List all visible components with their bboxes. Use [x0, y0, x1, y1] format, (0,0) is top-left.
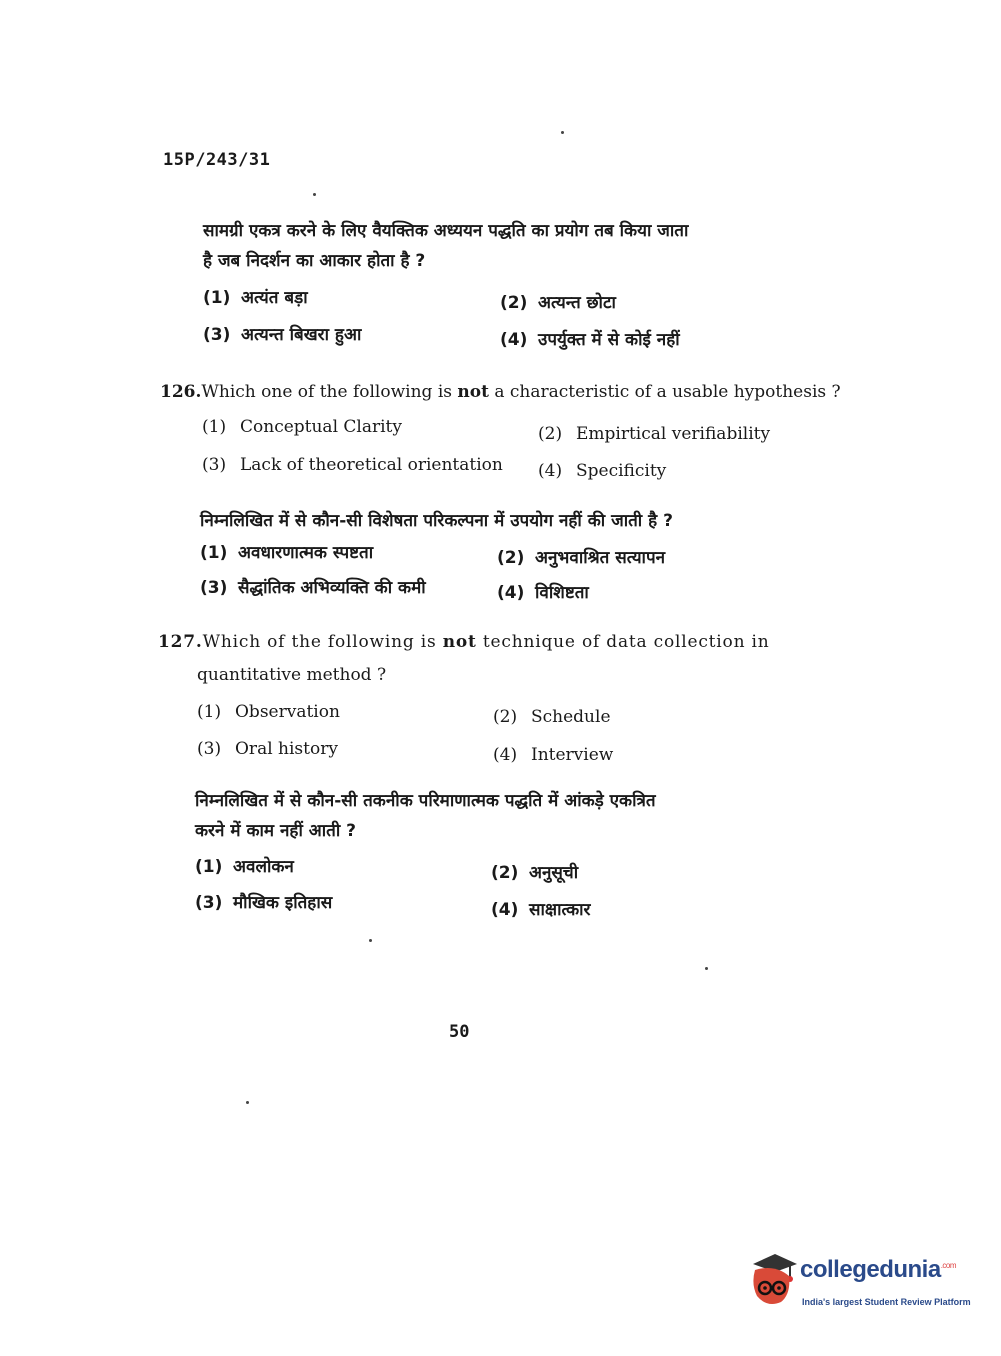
- q127-hindi-line2: करने में काम नहीं आती ?: [195, 821, 357, 841]
- q126-hindi-option-2: [497, 545, 665, 568]
- option-number: (1): [203, 288, 231, 308]
- option-text: अत्यंत बड़ा: [241, 288, 308, 308]
- q126-option-3: [202, 455, 503, 475]
- question-text: Which one of the following is: [201, 382, 458, 402]
- option-text: अनुसूची: [529, 863, 579, 883]
- logo-name: collegedunia: [800, 1256, 941, 1283]
- q126-hindi-question: निम्नलिखित में से कौन-सी विशेषता परिकल्पना में उपयोग नहीं की जाती है ?: [200, 511, 673, 531]
- q125-option-2: [500, 290, 616, 313]
- q125-option-3: [203, 322, 361, 345]
- q127-option-1: [197, 702, 340, 722]
- option-number: (4): [491, 900, 519, 920]
- option-number: (3): [203, 325, 231, 345]
- q127-hindi-option-1: [195, 854, 294, 877]
- q127-option-3: [197, 739, 338, 759]
- q126-option-2: [538, 424, 770, 444]
- q127-hindi-option-3: [195, 890, 332, 913]
- scan-speck: [313, 193, 316, 196]
- option-number: (2): [493, 707, 518, 727]
- option-number: (1): [195, 857, 223, 877]
- option-text: अत्यन्त छोटा: [538, 293, 616, 313]
- scan-speck: [561, 131, 564, 134]
- option-number: (3): [197, 739, 222, 759]
- q126-hindi-option-4: [497, 580, 589, 603]
- option-text: साक्षात्कार: [529, 900, 591, 920]
- option-text: सैद्धांतिक अभिव्यक्ति की कमी: [238, 578, 426, 598]
- q127-hindi-line1: निम्नलिखित में से कौन-सी तकनीक परिमाणात्मक पद्धति में आंकड़े एकत्रित: [195, 791, 656, 811]
- question-text: technique of data collection in: [476, 632, 770, 652]
- option-text: Lack of theoretical orientation: [240, 455, 503, 475]
- option-text: Schedule: [531, 707, 611, 727]
- option-text: अवधारणात्मक स्पष्टता: [238, 543, 374, 563]
- option-number: (4): [500, 330, 528, 350]
- logo-wordmark: [800, 1256, 956, 1284]
- q125-hindi-line2: है जब निदर्शन का आकार होता है ?: [203, 251, 426, 271]
- scan-speck: [705, 967, 708, 970]
- q127-question-line1: [158, 632, 770, 652]
- student-mascot-icon: [745, 1250, 801, 1312]
- option-number: (3): [200, 578, 228, 598]
- q126-option-4: [538, 461, 666, 481]
- option-number: (4): [493, 745, 518, 765]
- option-number: (2): [500, 293, 528, 313]
- question-number: 127.: [158, 632, 203, 652]
- option-number: (1): [197, 702, 222, 722]
- option-number: (3): [202, 455, 227, 475]
- scan-speck: [369, 939, 372, 942]
- q126-option-1: [202, 417, 402, 437]
- question-text: Which of the following is: [202, 632, 443, 652]
- option-number: (4): [538, 461, 563, 481]
- question-number: 126.: [160, 382, 202, 402]
- q127-hindi-option-4: [491, 897, 591, 920]
- option-number: (1): [202, 417, 227, 437]
- q126-hindi-option-1: [200, 540, 373, 563]
- q127-question-line2: quantitative method ?: [197, 665, 387, 685]
- option-text: उपर्युक्त में से कोई नहीं: [538, 330, 680, 350]
- option-text: Interview: [531, 745, 614, 765]
- q127-hindi-option-2: [491, 860, 578, 883]
- q125-option-4: [500, 327, 680, 350]
- option-text: Empirtical verifiability: [576, 424, 771, 444]
- option-text: Oral history: [235, 739, 338, 759]
- page-number: 50: [449, 1022, 470, 1042]
- option-text: अवलोकन: [233, 857, 294, 877]
- q127-option-4: [493, 745, 613, 765]
- q125-option-1: [203, 285, 308, 308]
- option-number: (2): [538, 424, 563, 444]
- question-text: a characteristic of a usable hypothesis ?: [488, 382, 841, 402]
- option-number: (4): [497, 583, 525, 603]
- option-number: (3): [195, 893, 223, 913]
- scan-speck: [246, 1101, 249, 1104]
- option-text: विशिष्टता: [535, 583, 589, 603]
- option-text: Conceptual Clarity: [240, 417, 402, 437]
- paper-code: 15P/243/31: [163, 150, 271, 170]
- option-number: (2): [497, 548, 525, 568]
- option-text: अत्यन्त बिखरा हुआ: [241, 325, 362, 345]
- logo-com: .com: [940, 1261, 957, 1270]
- option-text: अनुभवाश्रित सत्यापन: [535, 548, 666, 568]
- option-text: Specificity: [576, 461, 667, 481]
- q126-question: [160, 382, 841, 402]
- question-emphasis: not: [442, 632, 477, 652]
- question-emphasis: not: [457, 382, 489, 402]
- q127-option-2: [493, 707, 611, 727]
- collegedunia-logo: [745, 1250, 975, 1315]
- option-text: Observation: [235, 702, 340, 722]
- option-text: मौखिक इतिहास: [233, 893, 333, 913]
- logo-tagline: India's largest Student Review Platform: [802, 1297, 971, 1307]
- q125-hindi-line1: सामग्री एकत्र करने के लिए वैयक्तिक अध्ययन पद्धति का प्रयोग तब किया जाता: [203, 221, 689, 241]
- option-number: (1): [200, 543, 228, 563]
- option-number: (2): [491, 863, 519, 883]
- q126-hindi-option-3: [200, 575, 426, 598]
